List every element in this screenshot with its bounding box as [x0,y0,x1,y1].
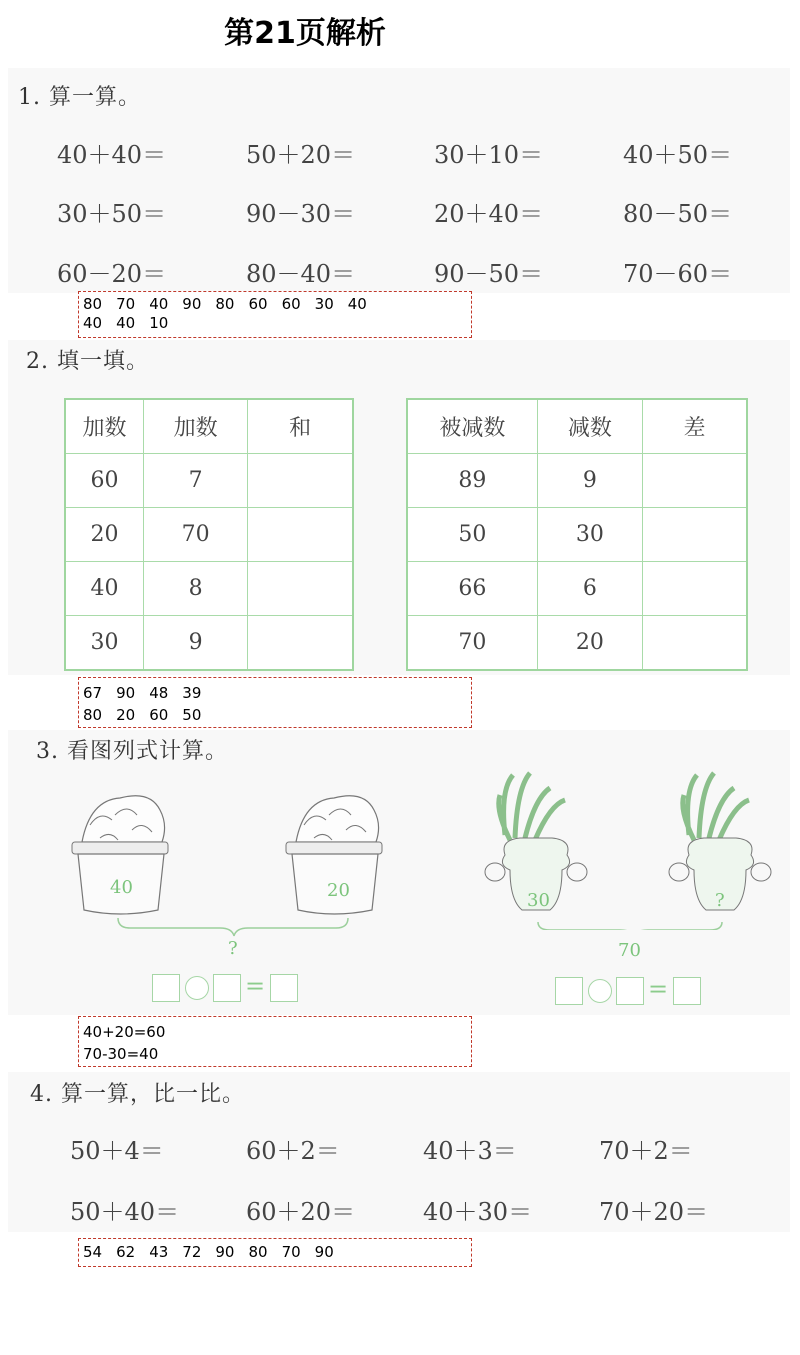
q4-equation: 60＋20＝ [246,1198,356,1226]
add-table-row [65,508,353,562]
add-table-cell [248,454,353,508]
q1-answer-box [78,291,472,338]
q4-heading: 4. 算一算，比一比。 [30,1082,245,1107]
q1-equation: 40＋50＝ [623,141,733,169]
basket-right-number: 20 [327,880,350,901]
q1-answer-value: 40 [149,295,169,313]
q2-answer-value: 48 [149,684,169,702]
add-table-cell [248,616,353,671]
q1-answer-line-2 [83,314,467,333]
page-title: 第21页解析 [224,16,386,51]
sub-table-cell [643,508,747,562]
q4-answer-value: 70 [281,1243,301,1261]
q2-answer-line-1 [83,682,467,704]
q4-equation: 70＋2＝ [599,1137,693,1165]
sub-table-cell: 30 [537,508,642,562]
sub-table-row [407,508,747,562]
add-table-cell: 20 [65,508,144,562]
brace [538,922,722,930]
sub-table-cell [643,562,747,616]
q1-equation: 90－50＝ [434,260,544,288]
add-table-row [65,616,353,671]
q1-answer-value: 10 [149,314,169,332]
sub-table-cell: 9 [537,454,642,508]
add-table-cell: 7 [144,454,248,508]
q1-equation: 50＋20＝ [246,141,356,169]
sub-table-cell: 66 [407,562,537,616]
q1-answer-value: 80 [83,295,103,313]
q1-equation: 60－20＝ [57,260,167,288]
q2-answer-box [78,677,472,728]
sub-table-row [407,454,747,508]
equation-box [616,977,644,1005]
q3-answer-line-1: 40+20=60 [83,1023,166,1041]
subtraction-table [406,398,748,671]
q1-answer-value: 80 [215,295,235,313]
add-table-cell [248,508,353,562]
add-table-row [65,562,353,616]
add-table-row [65,454,353,508]
add-table-cell: 70 [144,508,248,562]
q2-answer-value: 90 [116,684,136,702]
sub-table-cell: 6 [537,562,642,616]
q1-equation: 30＋50＝ [57,200,167,228]
sub-table-cell [643,454,747,508]
equation-box [152,974,180,1002]
add-table-cell: 9 [144,616,248,671]
sub-table-cell: 70 [407,616,537,671]
sub-table-header-cell: 被减数 [407,399,537,454]
q3-answer-box [78,1016,472,1067]
sub-table-header-cell: 差 [643,399,747,454]
q4-answer-line [83,1243,467,1262]
sub-table-cell: 89 [407,454,537,508]
add-table-cell: 60 [65,454,144,508]
equation-box [555,977,583,1005]
q4-equation: 40＋3＝ [423,1137,517,1165]
q4-answer-value: 80 [248,1243,268,1261]
vase-left-number: 30 [527,890,550,911]
q2-answer-value: 50 [182,706,202,724]
q4-answer-value: 43 [149,1243,169,1261]
q1-answer-line-1 [83,295,467,314]
add-table-header-cell: 加数 [65,399,144,454]
q1-answer-value: 40 [347,295,367,313]
brace-label-2: 70 [618,940,641,961]
q2-answer-line-2 [83,704,467,726]
sub-table-cell [643,616,747,671]
q4-equation: 40＋30＝ [423,1198,533,1226]
equals-sign: = [245,972,266,1000]
q4-answer-value: 54 [83,1243,103,1261]
q2-answer-value: 67 [83,684,103,702]
q1-answer-value: 60 [281,295,301,313]
q4-equation: 50＋40＝ [70,1198,180,1226]
add-table-cell: 30 [65,616,144,671]
q1-answer-value: 90 [182,295,202,313]
q1-equation: 90－30＝ [246,200,356,228]
q1-answer-value: 30 [314,295,334,313]
q1-equation: 70－60＝ [623,260,733,288]
q3-picture-2 [480,760,780,930]
equation-box [673,977,701,1005]
q1-equation: 40＋40＝ [57,141,167,169]
q4-equation: 60＋2＝ [246,1137,340,1165]
basket-left-number: 40 [110,877,133,898]
q1-heading: 1. 算一算。 [18,85,141,110]
add-table-cell: 40 [65,562,144,616]
equals-sign: = [648,975,669,1003]
equation-box [270,974,298,1002]
add-table-header-cell: 和 [248,399,353,454]
vase-right-number: ? [715,890,725,911]
sub-table-cell: 20 [537,616,642,671]
q1-answer-value: 40 [116,314,136,332]
add-table-cell: 8 [144,562,248,616]
q4-answer-value: 72 [182,1243,202,1261]
q1-equation: 20＋40＝ [434,200,544,228]
add-table-header-row [65,399,353,454]
q3-answer-line-2: 70-30=40 [83,1045,159,1063]
addition-table [64,398,354,671]
q2-heading: 2. 填一填。 [26,349,149,374]
q1-answer-value: 60 [248,295,268,313]
sub-table-row [407,616,747,671]
operator-circle [185,976,209,1000]
q2-answer-value: 80 [83,706,103,724]
brace-label-1: ? [228,938,238,959]
q4-answer-value: 90 [314,1243,334,1261]
q4-equation: 70＋20＝ [599,1198,709,1226]
q1-equation: 30＋10＝ [434,141,544,169]
equation-box [213,974,241,1002]
q1-answer-value: 40 [83,314,103,332]
q4-answer-value: 62 [116,1243,136,1261]
q1-equation: 80－40＝ [246,260,356,288]
q1-equation: 80－50＝ [623,200,733,228]
brace [118,918,348,936]
q4-answer-box [78,1238,472,1267]
add-table-cell [248,562,353,616]
q1-answer-value: 70 [116,295,136,313]
add-table-header-cell: 加数 [144,399,248,454]
sub-table-row [407,562,747,616]
operator-circle [588,979,612,1003]
sub-table-header-row [407,399,747,454]
q4-equation: 50＋4＝ [70,1137,164,1165]
sub-table-cell: 50 [407,508,537,562]
q2-answer-value: 60 [149,706,169,724]
sub-table-header-cell: 减数 [537,399,642,454]
q2-answer-value: 20 [116,706,136,724]
q4-answer-value: 90 [215,1243,235,1261]
q3-heading: 3. 看图列式计算。 [36,739,228,764]
q2-answer-value: 39 [182,684,202,702]
